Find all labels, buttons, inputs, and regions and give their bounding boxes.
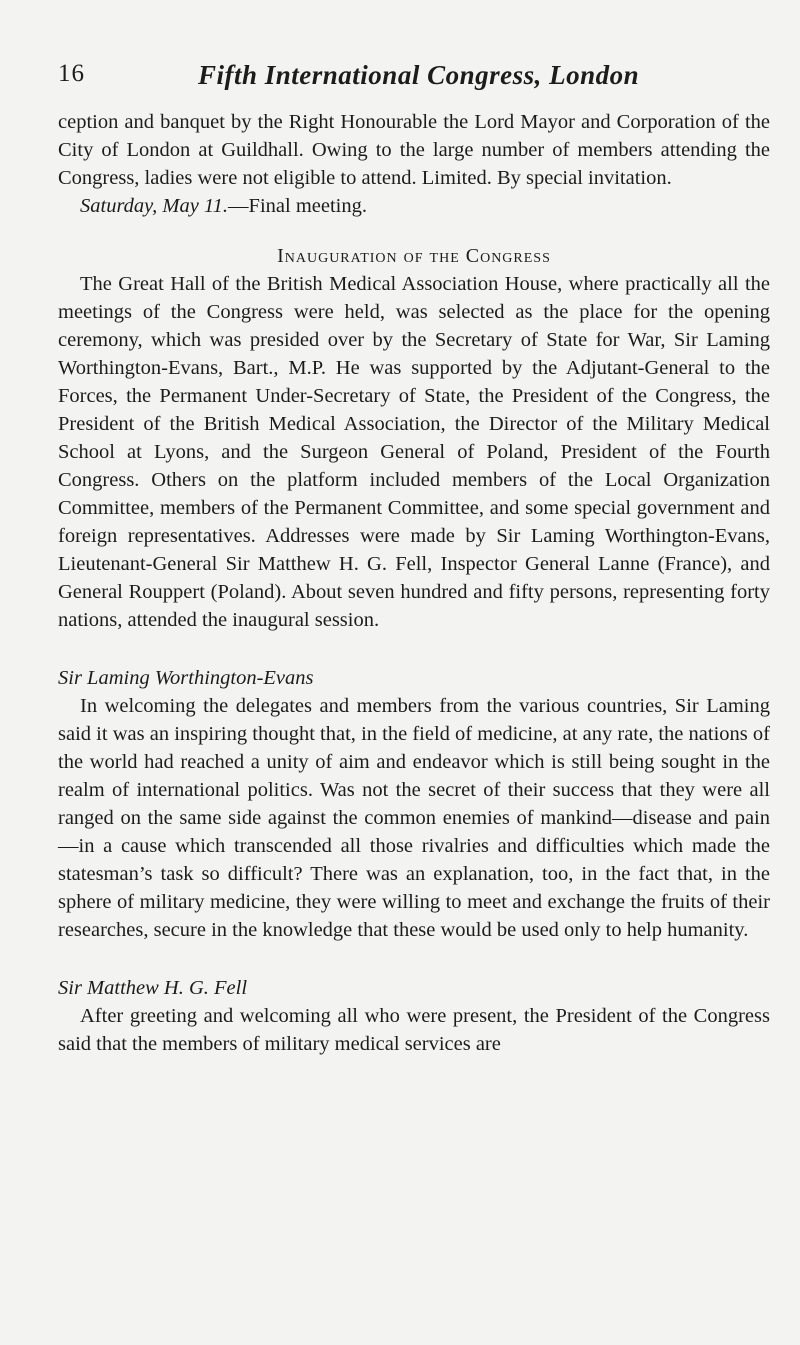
final-meeting-text: —Final meeting. [228, 195, 367, 217]
paragraph-reception: ception and banquet by the Right Honourable the Lord Mayor and Corporation of the City of London at Guildhall. Owing to the large number of members attending the Congress, ladies were not eligible to attend. Limited. By special invitation. [58, 111, 770, 189]
paragraph-inauguration: The Great Hall of the British Medical Association House, where practically all the meetings of the Congress were held, was selected as the place for the opening ceremony, which was presided over by the Secretary of State for War, Sir Laming Worthington-Evans, Bart., M.P. He was supported by the Adjutant-General to the Forces, the Permanent Under-Secretary of State, the President of the Congress, the President of the British Medical Association, the Director of the Military Medical School at Lyons, and the Surgeon General of Poland, President of the Fourth Congress. Others on the platform included members of the Local Organization Committee, members of the Permanent Committee, and some special government and foreign representatives. Addresses were made by Sir Laming Worthington-Evans, Lieutenant-General Sir Matthew H. G. Fell, Inspector General Lanne (France), and General Rouppert (Poland). About seven hundred and fifty persons, representing forty nations, attended the inaugural session. [58, 273, 770, 631]
subheading-worthington-evans: Sir Laming Worthington-Evans [58, 667, 314, 689]
subheading-fell: Sir Matthew H. G. Fell [58, 977, 248, 999]
running-header [58, 60, 770, 94]
running-title: Fifth International Congress, London [198, 60, 640, 90]
final-meeting-date: Saturday, May 11. [80, 195, 229, 217]
page-number: 16 [58, 60, 85, 87]
paragraph-fell: After greeting and welcoming all who were present, the President of the Congress said that the members of military medical services are [58, 1005, 770, 1055]
book-page [58, 60, 770, 1058]
final-meeting-line [58, 192, 770, 220]
paragraph-worthington-evans: In welcoming the delegates and members from the various countries, Sir Laming said it was an inspiring thought that, in the field of medicine, at any rate, the nations of the world had reached a unity of aim and endeavor which is still being sought in the realm of international politics. Was not the secret of their success that they were all ranged on the same side against the common enemies of mankind—disease and pain—in a cause which transcended all those rivalries and difficulties which made the statesman’s task so difficult? There was an explanation, too, in the fact that, in the sphere of military medicine, they were willing to meet and exchange the fruits of their researches, secure in the knowledge that these would be used only to help humanity. [58, 695, 770, 941]
section-heading-inauguration: Inauguration of the Congress [277, 245, 551, 267]
